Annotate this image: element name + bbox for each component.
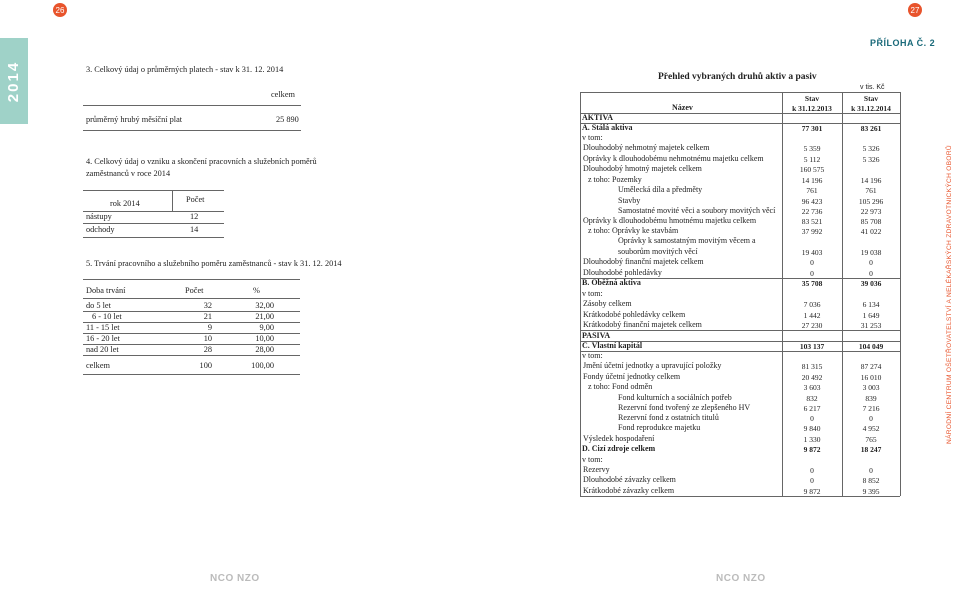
table-cell-2014: 22 973 (860, 207, 882, 216)
table-row-pct: 10,00 (255, 334, 274, 343)
section4-row-label: nástupy (86, 212, 112, 221)
table-row-label: Krátkodobý finanční majetek celkem (583, 320, 702, 329)
section4-row-value: 12 (190, 212, 199, 221)
table-row-label: v tom: (582, 455, 603, 464)
table-cell-2014: 6 134 (862, 300, 880, 309)
table-row-label: Fond reprodukce majetku (618, 423, 701, 432)
table-cell-2013: 77 301 (801, 124, 823, 133)
table-row-label: souborům movitých věcí (618, 247, 698, 256)
table-row-label: Oprávky k samostatným movitým věcem a (618, 236, 756, 245)
table-cell-2014: 18 247 (860, 445, 882, 454)
section5-total-label: celkem (86, 361, 110, 370)
table-cell-2013: 22 736 (801, 207, 823, 216)
footer-logo-right: NCO NZO (716, 573, 766, 584)
table-row-label: A. Stálá aktiva (582, 123, 633, 132)
table-cell-2014: 19 038 (860, 248, 882, 257)
section5-header-count: Počet (185, 286, 204, 295)
table-cell-2013: 0 (810, 258, 814, 267)
table-row-label: z toho: Oprávky ke stavbám (588, 226, 679, 235)
table-row-label: Samostatné movité věci a soubory movitých věcí (618, 206, 776, 215)
table-row-pct: 28,00 (255, 345, 274, 354)
table-cell-2013: 35 708 (801, 279, 823, 288)
table-row-label: B. Oběžná aktiva (582, 278, 641, 287)
section3-col-header: celkem (271, 90, 295, 99)
footer-logo-left: NCO NZO (210, 573, 260, 584)
table-cell-2014: 0 (869, 466, 873, 475)
section4-heading-1: 4. Celkový údaj o vzniku a skončení pracovních a služebních poměrů (86, 157, 317, 166)
table-cell-2013: 96 423 (801, 197, 823, 206)
page-number-left: 26 (53, 3, 67, 17)
table-row-label: 11 - 15 let (86, 323, 120, 332)
table-row-pct: 32,00 (255, 301, 274, 310)
table-row-label: Oprávky k dlouhodobému hmotnému majetku celkem (583, 216, 757, 225)
table-row-label: v tom: (582, 351, 603, 360)
table-row-pct: 9,00 (259, 323, 274, 332)
table-cell-2013: 160 575 (799, 165, 825, 174)
table-row-label: Stavby (618, 196, 641, 205)
table-cell-2013: 1 442 (803, 311, 821, 320)
table-row-label: 16 - 20 let (86, 334, 120, 343)
section5-total-pct: 100,00 (251, 361, 274, 370)
table-row-label: AKTIVA (582, 113, 613, 122)
table-cell-2014: 765 (865, 435, 877, 444)
section4-col-year: rok 2014 (110, 199, 140, 208)
table-cell-2013: 6 217 (803, 404, 821, 413)
table-cell-2013: 5 112 (803, 155, 821, 164)
table-cell-2013: 832 (806, 394, 818, 403)
table-cell-2013: 19 403 (801, 248, 823, 257)
table-cell-2014: 5 326 (862, 155, 880, 164)
section4-col-count: Počet (186, 195, 205, 204)
table-cell-2013: 0 (810, 414, 814, 423)
table-row-label: v tom: (582, 289, 603, 298)
assets-col-2013: Stav k 31.12.2013 (792, 94, 832, 113)
table-row-label: Výsledek hospodaření (583, 434, 655, 443)
table-row-label: z toho: Pozemky (588, 175, 642, 184)
table-cell-2014: 83 261 (860, 124, 882, 133)
section4-heading-2: zaměstnanců v roce 2014 (86, 169, 171, 178)
table-cell-2014: 5 326 (862, 144, 880, 153)
table-cell-2014: 0 (869, 414, 873, 423)
table-cell-2013: 9 872 (803, 487, 821, 496)
table-row-label: Fondy účetní jednotky celkem (583, 372, 681, 381)
table-row-label: C. Vlastní kapitál (582, 341, 643, 350)
table-row-label: D. Cizí zdroje celkem (582, 444, 656, 453)
table-cell-2014: 9 395 (862, 487, 880, 496)
table-row-count: 10 (203, 334, 212, 343)
assets-col-2014: Stav k 31.12.2014 (851, 94, 891, 113)
table-cell-2014: 39 036 (860, 279, 882, 288)
table-bottom-border (580, 496, 900, 497)
table-row-pct: 21,00 (255, 312, 274, 321)
section3-heading: 3. Celkový údaj o průměrných platech - stav k 31. 12. 2014 (86, 65, 284, 74)
table-cell-2014: 14 196 (860, 176, 882, 185)
table-cell-2014: 104 049 (858, 342, 884, 351)
table-row-label: Jmění účetní jednotky a upravující položky (583, 361, 722, 370)
section5-header-duration: Doba trvání (86, 286, 126, 295)
table-row-label: Zásoby celkem (583, 299, 632, 308)
table-cell-2013: 0 (810, 269, 814, 278)
table-cell-2013: 761 (806, 186, 818, 195)
table-row-label: Oprávky k dlouhodobému nehmotnému majetku celkem (583, 154, 764, 163)
table-cell-2014: 8 852 (862, 476, 880, 485)
table-cell-2014: 105 296 (858, 197, 884, 206)
table-cell-2014: 3 003 (862, 383, 880, 392)
assets-unit: v tis. Kč (860, 84, 885, 91)
assets-title: Přehled vybraných druhů aktiv a pasiv (658, 72, 817, 82)
table-cell-2014: 31 253 (860, 321, 882, 330)
table-row-label: Fond kulturních a sociálních potřeb (618, 393, 732, 402)
table-cell-2014: 7 216 (862, 404, 880, 413)
table-cell-2013: 5 359 (803, 144, 821, 153)
table-row-label: Rezervy (583, 465, 610, 474)
table-cell-2014: 839 (865, 394, 877, 403)
table-cell-2013: 14 196 (801, 176, 823, 185)
table-cell-2014: 41 022 (860, 227, 882, 236)
table-cell-2014: 1 649 (862, 311, 880, 320)
table-row-count: 21 (203, 312, 212, 321)
table-row-label: Dlouhodobé pohledávky (583, 268, 662, 277)
table-row-label: PASIVA (582, 331, 611, 340)
table-cell-2013: 81 315 (801, 362, 823, 371)
table-row-count: 9 (207, 323, 212, 332)
table-cell-2013: 20 492 (801, 373, 823, 382)
table-cell-2013: 9 872 (803, 445, 821, 454)
section3-row-label: průměrný hrubý měsíční plat (86, 115, 183, 124)
section3-row-value: 25 890 (276, 115, 299, 124)
table-cell-2013: 37 992 (801, 227, 823, 236)
section5-header-pct: % (253, 286, 260, 295)
table-cell-2013: 9 840 (803, 424, 821, 433)
table-cell-2013: 27 230 (801, 321, 823, 330)
table-row-label: Dlouhodobý finanční majetek celkem (583, 257, 704, 266)
section4-row-label: odchody (86, 225, 115, 234)
table-cell-2013: 0 (810, 466, 814, 475)
table-cell-2014: 0 (869, 269, 873, 278)
year-label: 2014 (5, 60, 23, 102)
table-row-label: Dlouhodobé závazky celkem (583, 475, 676, 484)
table-row-label: 6 - 10 let (92, 312, 122, 321)
assets-col-name: Název (672, 103, 693, 112)
table-row-label: v tom: (582, 133, 603, 142)
side-organization-text: NÁRODNÍ CENTRUM OŠETŘOVATELSTVÍ A NELÉKAŘSKÝCH ZDRAVOTNICKÝCH OBORŮ (945, 145, 953, 444)
table-row-label: Krátkodobé pohledávky celkem (583, 310, 686, 319)
table-row-label: Rezervní fond tvořený ze zlepšeného HV (618, 403, 751, 412)
table-cell-2013: 1 330 (803, 435, 821, 444)
table-row-label: Umělecká díla a předměty (618, 185, 703, 194)
table-row-count: 28 (203, 345, 212, 354)
page-number-right: 27 (908, 3, 922, 17)
section4-row-value: 14 (190, 225, 199, 234)
table-cell-2013: 7 036 (803, 300, 821, 309)
table-cell-2013: 0 (810, 476, 814, 485)
table-cell-2013: 3 603 (803, 383, 821, 392)
table-row-count: 32 (203, 301, 212, 310)
table-row-label: Rezervní fond z ostatních titulů (618, 413, 719, 422)
table-cell-2014: 761 (865, 186, 877, 195)
table-cell-2013: 83 521 (801, 217, 823, 226)
table-cell-2014: 16 010 (860, 373, 882, 382)
table-row-label: Krátkodobé závazky celkem (583, 486, 675, 495)
table-cell-2014: 0 (869, 258, 873, 267)
table-cell-2014: 85 708 (860, 217, 882, 226)
table-row-label: Dlouhodobý nehmotný majetek celkem (583, 143, 710, 152)
table-row-label: nad 20 let (86, 345, 119, 354)
table-row-label: do 5 let (86, 301, 111, 310)
section5-heading: 5. Trvání pracovního a služebního poměru zaměstnanců - stav k 31. 12. 2014 (86, 259, 342, 268)
table-row-label: z toho: Fond odměn (588, 382, 653, 391)
row-divider (580, 330, 900, 331)
table-cell-2013: 103 137 (799, 342, 825, 351)
table-cell-2014: 87 274 (860, 362, 882, 371)
row-divider (580, 351, 900, 352)
appendix-label: PŘÍLOHA Č. 2 (870, 38, 936, 48)
table-cell-2014: 4 952 (862, 424, 880, 433)
table-row-label: Dlouhodobý hmotný majetek celkem (583, 164, 702, 173)
section5-total-count: 100 (199, 361, 212, 370)
